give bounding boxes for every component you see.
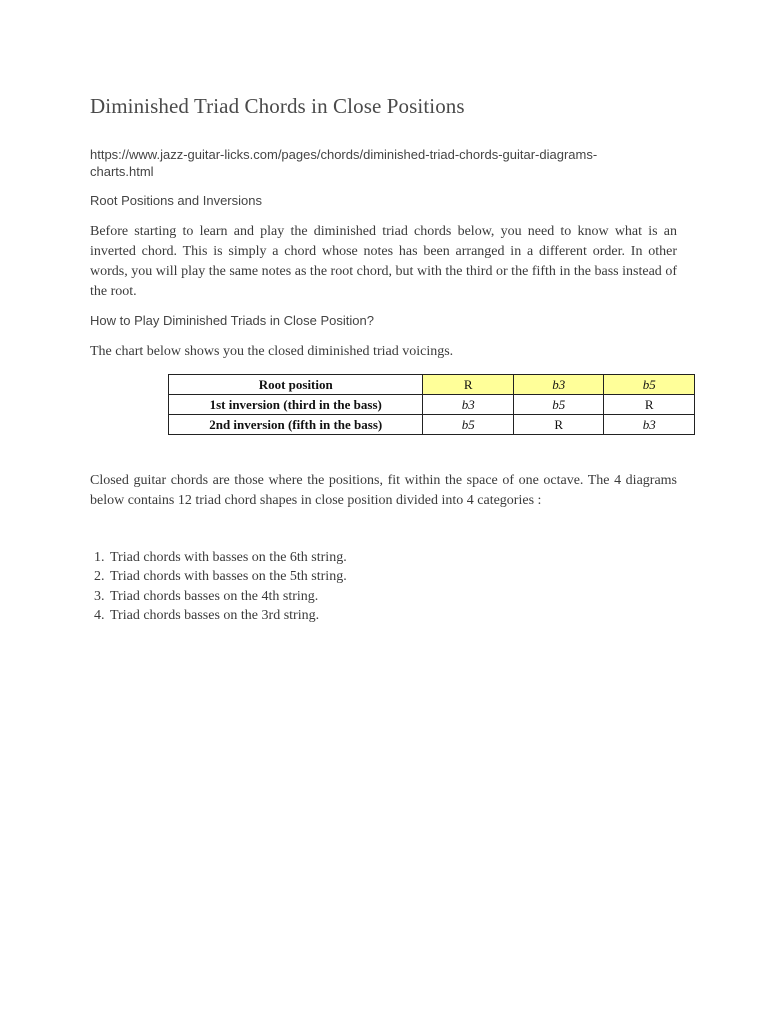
categories-list — [86, 548, 347, 625]
table-cell: R — [604, 395, 695, 415]
list-item: 4. Triad chords basses on the 3rd string. — [108, 606, 347, 625]
list-item: 1. Triad chords with basses on the 6th string. — [108, 548, 347, 567]
row-label: 1st inversion (third in the bass) — [169, 395, 423, 415]
table-cell: b3 — [604, 415, 695, 435]
intro-paragraph: Before starting to learn and play the diminished triad chords below, you need to know what is an inverted chord. This is simply a chord whose notes has been arranged in a different order. In other words, you will play the same notes as the root chord, but with the third or the fifth in the bass instead of the root. — [90, 224, 677, 299]
list-item: 2. Triad chords with basses on the 5th string. — [108, 567, 347, 586]
table-cell: R — [513, 415, 604, 435]
page-title: Diminished Triad Chords in Close Positions — [90, 94, 465, 118]
table-cell: R — [423, 375, 514, 395]
table-cell: b5 — [604, 375, 695, 395]
table-cell: b5 — [513, 395, 604, 415]
section-heading-close-position: How to Play Diminished Triads in Close Position? — [90, 313, 374, 328]
table-row — [169, 415, 695, 435]
section-heading-root-positions: Root Positions and Inversions — [90, 193, 262, 208]
chart-intro-text: The chart below shows you the closed diminished triad voicings. — [90, 344, 454, 359]
row-label: Root position — [169, 375, 423, 395]
inversions-table — [168, 374, 695, 435]
row-label: 2nd inversion (fifth in the bass) — [169, 415, 423, 435]
list-item: 3. Triad chords basses on the 4th string. — [108, 587, 347, 606]
table-cell: b3 — [513, 375, 604, 395]
source-url-link[interactable]: https://www.jazz-guitar-licks.com/pages/chords/diminished-triad-chords-guitar-diagrams-charts.html — [90, 147, 598, 179]
table-cell: b3 — [423, 395, 514, 415]
closed-chords-paragraph: Closed guitar chords are those where the positions, fit within the space of one octave. The 4 diagrams below contains 12 triad chord shapes in close position divided into 4 categories : — [90, 473, 677, 508]
table-row — [169, 395, 695, 415]
table-cell: b5 — [423, 415, 514, 435]
table-row — [169, 375, 695, 395]
